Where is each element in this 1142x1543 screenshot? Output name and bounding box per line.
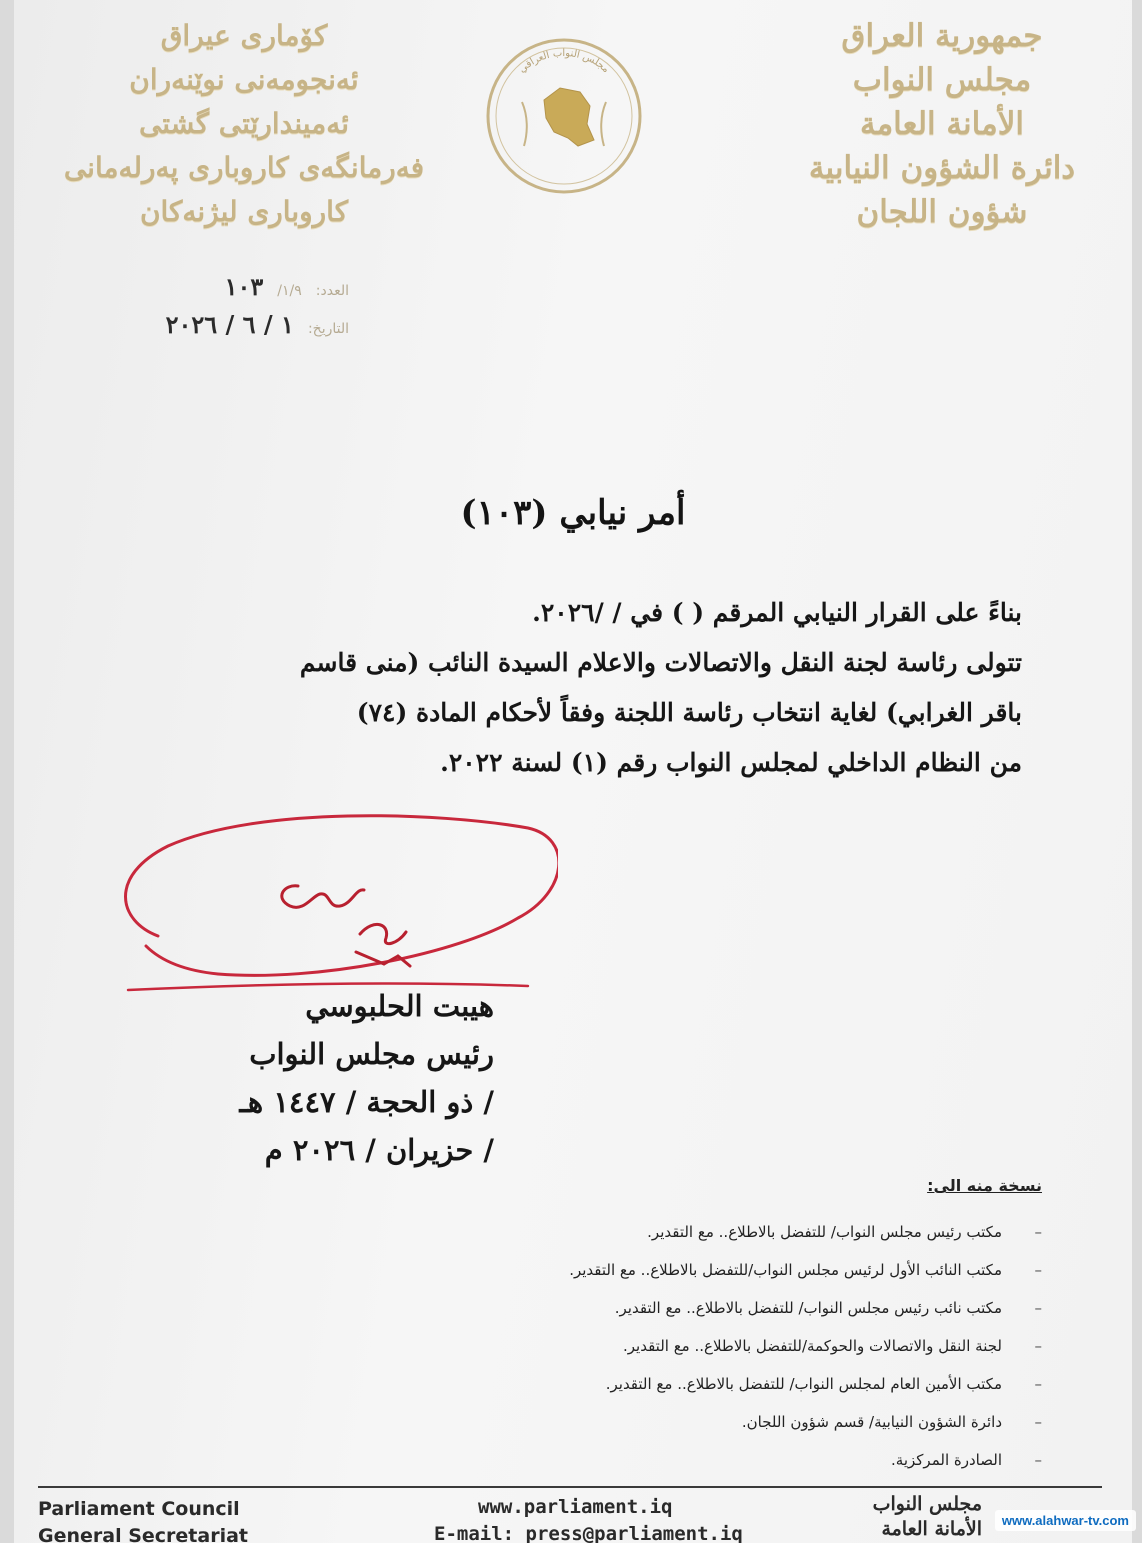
- letterhead-line: فەرمانگەی کاروباری پەرلەمانی: [63, 151, 425, 184]
- list-item: – مكتب رئيس مجلس النواب/ للتفضل بالاطلاع.. مع التقدير.: [342, 1213, 1042, 1251]
- footer-org-dept: General Secretariat: [38, 1525, 248, 1543]
- footer-divider: [38, 1486, 1102, 1488]
- signer-block: [114, 982, 494, 1174]
- letterhead-arabic: [792, 14, 1092, 234]
- footer-org-arabic: مجلس النواب: [872, 1493, 982, 1515]
- letterhead-line: شؤون اللجان: [856, 194, 1028, 230]
- letterhead-line: جمهورية العراق: [841, 18, 1043, 54]
- signer-position: رئيس مجلس النواب: [249, 1037, 494, 1071]
- document-page: [14, 0, 1132, 1543]
- handwritten-signature: [98, 806, 558, 1006]
- reference-date: ١ / ٦ / ٢٠٢٦: [165, 310, 294, 339]
- reference-number-label: العدد:: [315, 283, 349, 299]
- seal-text: مجلس النواب العراقي: [516, 47, 612, 76]
- copies-list: [342, 1176, 1042, 1479]
- list-item: – دائرة الشؤون النيابية/ قسم شؤون اللجان.: [342, 1403, 1042, 1441]
- list-item: – مكتب الأمين العام لمجلس النواب/ للتفضل بالاطلاع.. مع التقدير.: [342, 1365, 1042, 1403]
- footer-right: [873, 1492, 982, 1542]
- footer-website[interactable]: www.parliament.iq: [478, 1496, 673, 1518]
- letterhead-line: ئەنجومەنی نوێنەران: [129, 63, 359, 96]
- signer-gregorian-date: / حزيران / ٢٠٢٦ م: [264, 1133, 494, 1167]
- body-line: بناءً على القرار النيابي المرقم ( ) في / /٢٠٢٦.: [532, 598, 1022, 627]
- letterhead-line: ئەمیندارێتی گشتی: [138, 107, 350, 140]
- reference-date-label: التاريخ:: [307, 321, 349, 337]
- copies-heading: نسخة منه الى:: [927, 1176, 1042, 1195]
- letterhead-line: دائرة الشؤون النيابية: [808, 150, 1076, 186]
- document-title: أمر نيابي (١٠٣): [460, 493, 686, 533]
- reference-number: ١٠٣: [224, 272, 264, 301]
- list-item: – لجنة النقل والاتصالات والحوكمة/للتفضل بالاطلاع.. مع التقدير.: [342, 1327, 1042, 1365]
- reference-block: [109, 272, 349, 348]
- letterhead-line: مجلس النواب: [852, 62, 1032, 98]
- footer-org-name: Parliament Council: [38, 1498, 240, 1520]
- document-body: [94, 588, 1022, 788]
- letterhead-line: كۆماری عیراق: [160, 19, 328, 52]
- body-line: باقر الغرابي) لغاية انتخاب رئاسة اللجنة وفقاً لأحكام المادة (٧٤): [356, 698, 1022, 727]
- footer-contact: [434, 1494, 743, 1543]
- parliament-seal-icon: [484, 36, 644, 196]
- list-item: – مكتب النائب الأول لرئيس مجلس النواب/للتفضل بالاطلاع.. مع التقدير.: [342, 1251, 1042, 1289]
- footer-left: [38, 1496, 248, 1543]
- site-watermark: www.alahwar-tv.com: [995, 1510, 1136, 1531]
- body-line: من النظام الداخلي لمجلس النواب رقم (١) لسنة ٢٠٢٢.: [440, 748, 1022, 777]
- letterhead-line: کاروباری لیژنەکان: [139, 195, 349, 228]
- footer-email[interactable]: E-mail: press@parliament.iq: [434, 1523, 743, 1543]
- body-line: تتولى رئاسة لجنة النقل والاتصالات والاعلام السيدة النائب (منى قاسم: [299, 648, 1022, 677]
- list-item: – الصادرة المركزية.: [342, 1441, 1042, 1479]
- signer-name: هيبت الحلبوسي: [305, 989, 494, 1023]
- signer-hijri-date: / ذو الحجة / ١٤٤٧ هـ: [239, 1085, 494, 1119]
- footer-dept-arabic: الأمانة العامة: [881, 1518, 982, 1540]
- letterhead-line: الأمانة العامة: [859, 106, 1025, 142]
- reference-number-prefix: ١/٩/: [277, 283, 302, 299]
- letterhead-kurdish: [54, 14, 434, 234]
- list-item: – مكتب نائب رئيس مجلس النواب/ للتفضل بالاطلاع.. مع التقدير.: [342, 1289, 1042, 1327]
